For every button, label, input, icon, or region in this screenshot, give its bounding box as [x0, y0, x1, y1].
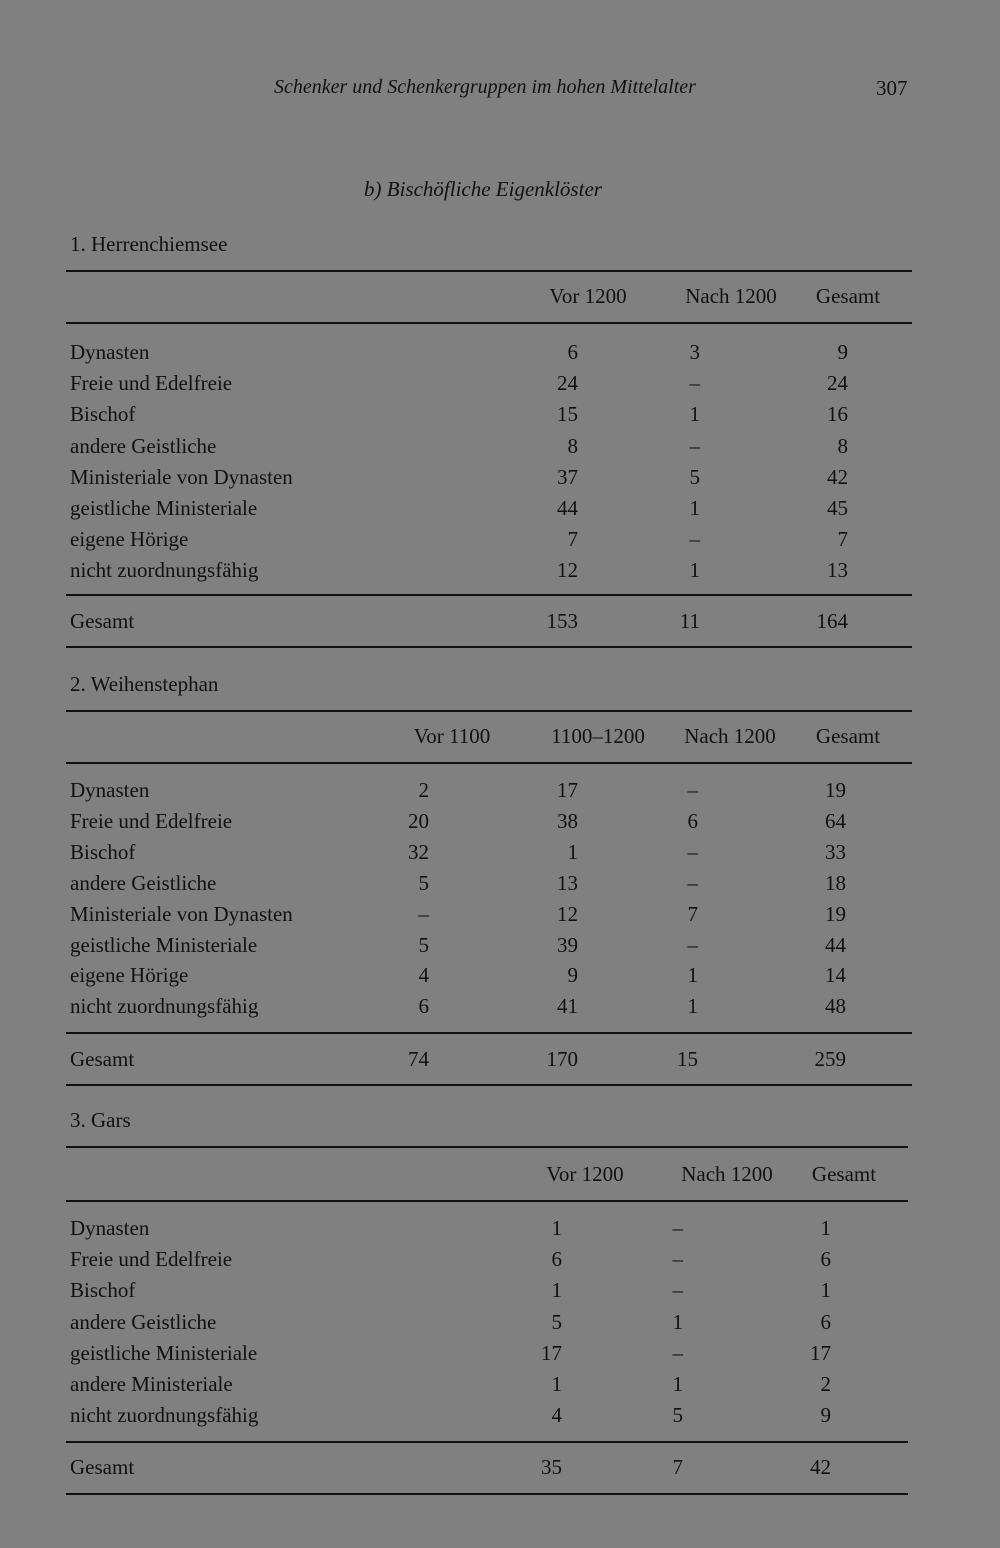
column-header: Vor 1200 [546, 1162, 624, 1186]
cell-value: 1 [687, 994, 698, 1019]
cell-value: – [672, 1278, 683, 1303]
cell-value: 14 [825, 963, 846, 988]
cell-value: 5 [418, 932, 429, 957]
table-top-rule [66, 270, 912, 272]
row-label: andere Ministeriale [70, 1372, 233, 1396]
row-label: geistliche Ministeriale [70, 1340, 258, 1365]
cell-value: 1 [672, 1372, 683, 1396]
row-label: Gesamt [70, 609, 135, 633]
cell-value: 5 [551, 1309, 562, 1334]
table-top-rule [66, 1146, 908, 1148]
cell-value: – [687, 778, 698, 802]
cell-value: – [687, 932, 698, 957]
cell-value: 19 [825, 778, 846, 802]
cell-value: 20 [408, 808, 429, 833]
table-total-rule [66, 1032, 912, 1034]
cell-value: 6 [418, 994, 429, 1019]
column-header: Nach 1200 [681, 1162, 773, 1186]
row-label: andere Geistliche [70, 1309, 217, 1334]
cell-value: 15 [557, 402, 578, 427]
row-label: Ministeriale von Dynasten [70, 901, 293, 926]
table-bottom-rule [66, 1493, 908, 1495]
cell-value: 1 [687, 963, 698, 988]
cell-value: 24 [827, 371, 848, 396]
row-label: Freie und Edelfreie [70, 371, 233, 396]
row-label: eigene Hörige [70, 527, 189, 552]
cell-value: 11 [679, 609, 700, 633]
cell-value: 16 [827, 402, 848, 427]
cell-value: 7 [567, 527, 578, 552]
cell-value: 7 [672, 1455, 683, 1479]
cell-value: 170 [546, 1047, 578, 1071]
cell-value: 1 [820, 1216, 831, 1240]
row-label: Bischof [70, 402, 136, 427]
cell-value: 18 [825, 870, 846, 895]
cell-value: 13 [827, 558, 848, 583]
cell-value: – [418, 901, 429, 926]
cell-value: 9 [820, 1403, 831, 1428]
cell-value: 7 [687, 901, 698, 926]
column-header: Nach 1200 [685, 284, 777, 308]
cell-value: 1 [689, 402, 700, 427]
cell-value: 8 [567, 433, 578, 458]
table-title: 2. Weihenstephan [70, 672, 219, 696]
cell-value: 32 [408, 839, 429, 864]
cell-value: 153 [546, 609, 578, 633]
cell-value: 5 [672, 1403, 683, 1428]
cell-value: 1 [820, 1278, 831, 1303]
cell-value: 38 [557, 808, 578, 833]
cell-value: – [687, 870, 698, 895]
row-label: nicht zuordnungsfähig [70, 558, 259, 583]
cell-value: 1 [672, 1309, 683, 1334]
cell-value: 39 [557, 932, 578, 957]
cell-value: 1 [551, 1216, 562, 1240]
cell-value: – [689, 433, 700, 458]
table-title: 1. Herrenchiemsee [70, 232, 228, 256]
cell-value: 15 [677, 1047, 698, 1071]
cell-value: 164 [816, 609, 848, 633]
cell-value: 74 [408, 1047, 429, 1071]
column-header: Vor 1100 [413, 724, 491, 748]
table-title: 3. Gars [70, 1108, 131, 1132]
column-header: 1100–1200 [551, 724, 645, 748]
page-number: 307 [876, 76, 908, 100]
section-heading: b) Bischöfliche Eigenklöster [364, 177, 602, 201]
cell-value: 17 [557, 778, 578, 802]
row-label: Bischof [70, 1278, 136, 1303]
cell-value: 35 [541, 1455, 562, 1479]
cell-value: 17 [810, 1340, 831, 1365]
row-label: nicht zuordnungsfähig [70, 1403, 259, 1428]
cell-value: 33 [825, 839, 846, 864]
cell-value: 24 [557, 371, 578, 396]
row-label: Gesamt [70, 1455, 135, 1479]
row-label: Freie und Edelfreie [70, 1247, 233, 1272]
cell-value: 1 [551, 1278, 562, 1303]
cell-value: 64 [825, 808, 846, 833]
cell-value: 8 [837, 433, 848, 458]
cell-value: 4 [418, 963, 429, 988]
cell-value: 12 [557, 901, 578, 926]
cell-value: 1 [551, 1372, 562, 1396]
row-label: nicht zuordnungsfähig [70, 994, 259, 1019]
table-header-rule [66, 762, 912, 764]
cell-value: 44 [825, 932, 846, 957]
cell-value: 6 [820, 1309, 831, 1334]
row-label: Gesamt [70, 1047, 135, 1071]
cell-value: 6 [551, 1247, 562, 1272]
table-bottom-rule [66, 1084, 912, 1086]
cell-value: 4 [551, 1403, 562, 1428]
table-total-rule [66, 1441, 908, 1443]
cell-value: 9 [567, 963, 578, 988]
cell-value: 1 [689, 558, 700, 583]
cell-value: 3 [689, 340, 700, 364]
row-label: eigene Hörige [70, 963, 189, 988]
table-top-rule [66, 710, 912, 712]
cell-value: – [672, 1216, 683, 1240]
cell-value: 5 [418, 870, 429, 895]
cell-value: 19 [825, 901, 846, 926]
cell-value: 42 [810, 1455, 831, 1479]
cell-value: 37 [557, 464, 578, 489]
cell-value: 1 [689, 496, 700, 520]
table-header-rule [66, 1200, 908, 1202]
cell-value: 13 [557, 870, 578, 895]
column-header: Gesamt [815, 284, 881, 308]
running-header-title: Schenker und Schenkergruppen im hohen Mittelalter [274, 76, 696, 98]
cell-value: – [687, 839, 698, 864]
row-label: Freie und Edelfreie [70, 808, 233, 833]
cell-value: – [689, 371, 700, 396]
row-label: Bischof [70, 839, 136, 864]
cell-value: – [672, 1340, 683, 1365]
column-header: Vor 1200 [549, 284, 627, 308]
cell-value: 9 [837, 340, 848, 364]
cell-value: 5 [689, 464, 700, 489]
row-label: Dynasten [70, 778, 150, 802]
table-bottom-rule [66, 646, 912, 648]
row-label: Dynasten [70, 340, 150, 364]
row-label: geistliche Ministeriale [70, 932, 258, 957]
cell-value: 6 [687, 808, 698, 833]
cell-value: 6 [567, 340, 578, 364]
cell-value: 42 [827, 464, 848, 489]
cell-value: – [672, 1247, 683, 1272]
cell-value: 6 [820, 1247, 831, 1272]
column-header: Gesamt [811, 1162, 877, 1186]
cell-value: 45 [827, 496, 848, 520]
table-total-rule [66, 594, 912, 596]
cell-value: 259 [814, 1047, 846, 1071]
cell-value: 41 [557, 994, 578, 1019]
cell-value: 48 [825, 994, 846, 1019]
row-label: geistliche Ministeriale [70, 496, 258, 520]
cell-value: 2 [820, 1372, 831, 1396]
column-header: Nach 1200 [684, 724, 776, 748]
cell-value: 17 [541, 1340, 562, 1365]
row-label: andere Geistliche [70, 870, 217, 895]
column-header: Gesamt [815, 724, 881, 748]
cell-value: 1 [567, 839, 578, 864]
cell-value: 2 [418, 778, 429, 802]
table-header-rule [66, 322, 912, 324]
row-label: andere Geistliche [70, 433, 217, 458]
cell-value: – [689, 527, 700, 552]
cell-value: 44 [557, 496, 578, 520]
cell-value: 7 [837, 527, 848, 552]
row-label: Ministeriale von Dynasten [70, 464, 293, 489]
cell-value: 12 [557, 558, 578, 583]
row-label: Dynasten [70, 1216, 150, 1240]
